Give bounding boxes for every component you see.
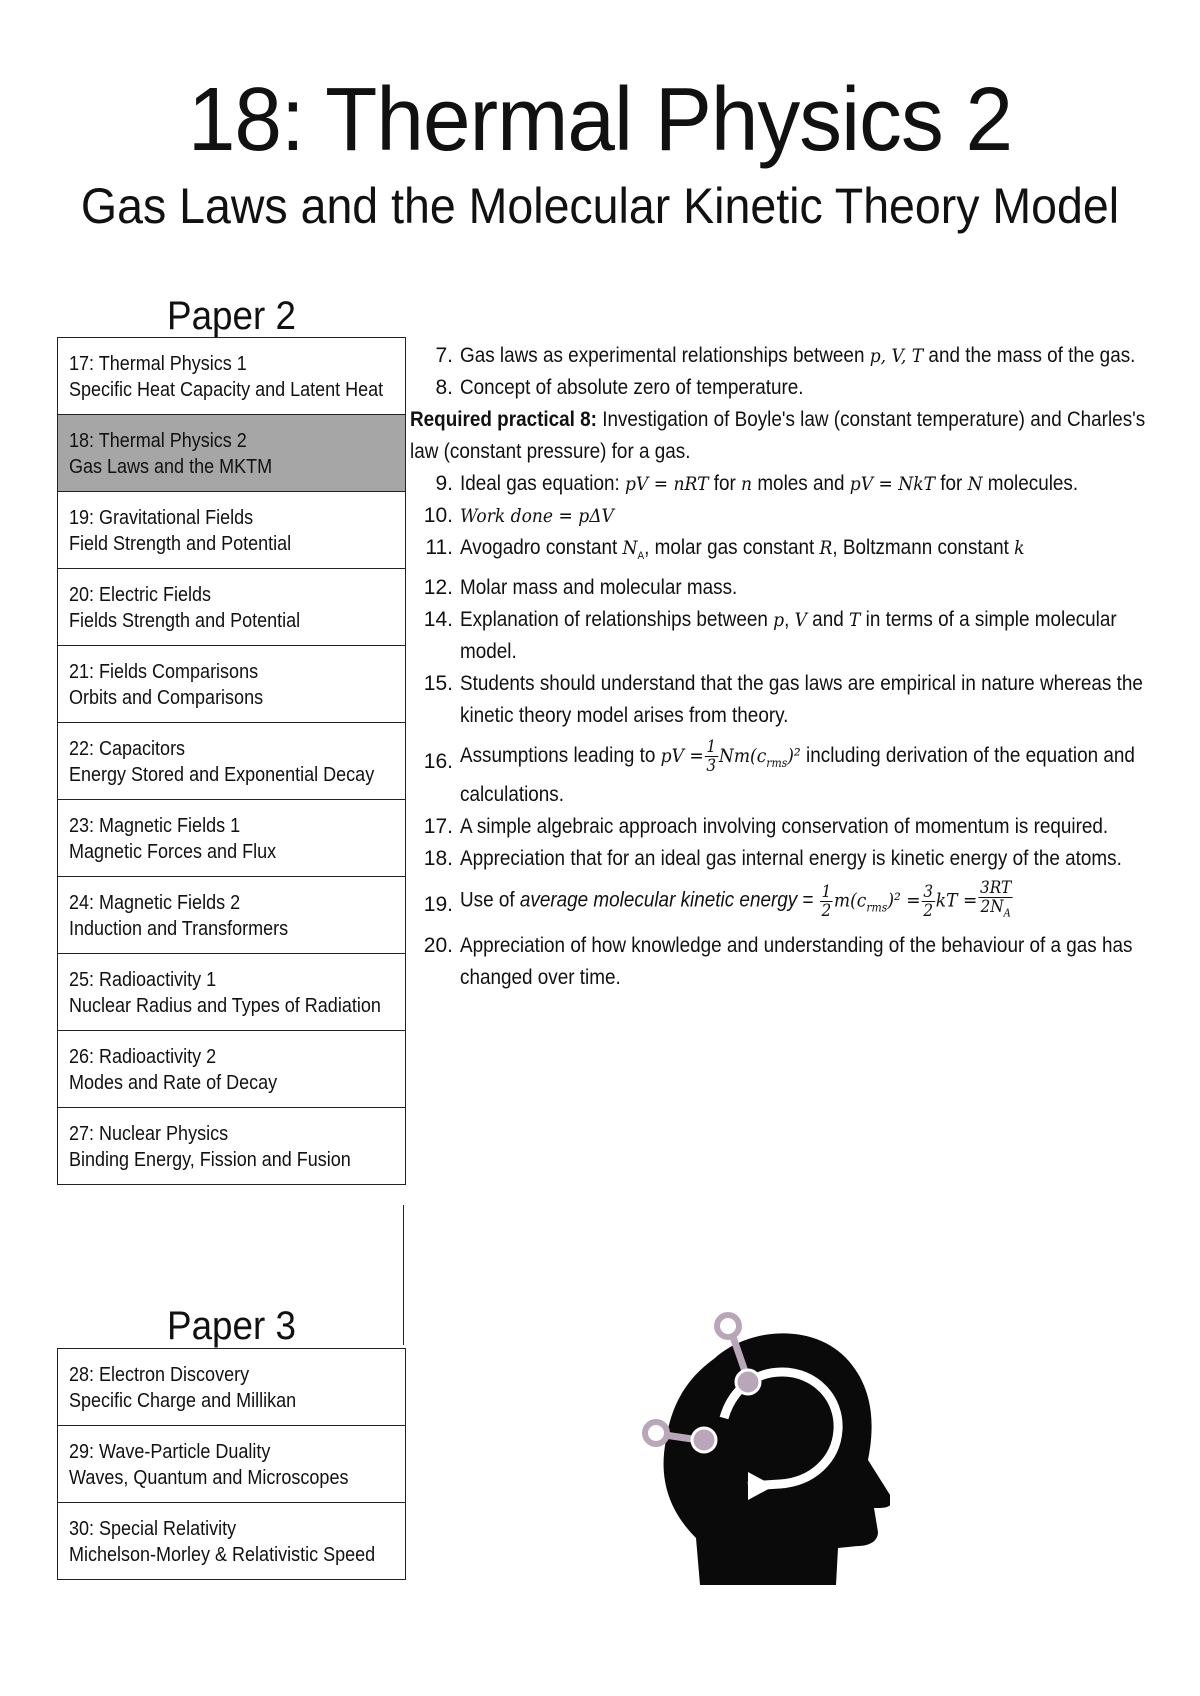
topic-title: 22: Capacitors (69, 738, 186, 760)
required-practical (410, 404, 1150, 468)
spec-text: Concept of absolute zero of temperature. (460, 376, 804, 399)
spec-item-14: 14. Explanation of relationships between p, V and T in terms of a simple molecular model. (413, 604, 1153, 668)
paper-3-heading: Paper 3 (167, 1304, 296, 1348)
spec-number: 11. (425, 536, 453, 559)
required-practical-text: Investigation of Boyle's law (constant temperature) and Charles's law (constant pressure) for a gas. (410, 408, 1146, 463)
topic-title: 18: Thermal Physics 2 (69, 430, 247, 452)
spec-number: 7. (435, 344, 453, 367)
topic-subtitle: Nuclear Radius and Types of Radiation (69, 995, 381, 1017)
spec-number: 14. (423, 608, 453, 632)
topic-subtitle: Orbits and Comparisons (69, 687, 264, 709)
fraction-one-third: $\frac{1}{3}$ (706, 737, 717, 777)
topic-subtitle: Waves, Quantum and Microscopes (69, 1467, 349, 1489)
topic-subtitle: Energy Stored and Exponential Decay (69, 764, 375, 786)
spec-number: 9. (435, 472, 453, 495)
topic-title: 30: Special Relativity (69, 1518, 237, 1540)
spec-number: 8. (435, 376, 453, 399)
spec-number: 16. (423, 750, 453, 774)
topic-subtitle: Gas Laws and the MKTM (69, 456, 273, 478)
spec-text: Appreciation of how knowledge and understanding of the behaviour of a gas has changed over time. (460, 933, 1133, 989)
spec-item-19: 19. Use of average molecular kinetic energy = $\frac{1}{2}$ $m(c_{rms})^2$ = $\frac{3}{2}$ kT = $\frac{3RT}{2N_A}$ (413, 879, 1153, 923)
topic-subtitle: Michelson-Morley & Relativistic Speed (69, 1544, 376, 1566)
topic-row (58, 723, 405, 800)
spec-item-7: 7. Gas laws as experimental relationships between p, V, T and the mass of the gas. (413, 340, 1153, 372)
topic-title: 21: Fields Comparisons (69, 661, 259, 683)
spec-item-10 (413, 500, 1153, 532)
topic-row (58, 569, 405, 646)
work-done-equation: Work done = pΔV (460, 505, 614, 527)
topic-title: 28: Electron Discovery (69, 1364, 250, 1386)
spec-number: 15. (423, 672, 453, 696)
spec-number: 19. (423, 893, 453, 917)
topic-subtitle: Specific Charge and Millikan (69, 1390, 297, 1412)
spec-text: Appreciation that for an ideal gas internal energy is kinetic energy of the atoms. (460, 847, 1122, 871)
topic-row (58, 1031, 405, 1108)
topic-subtitle: Field Strength and Potential (69, 533, 292, 555)
topic-row (58, 877, 405, 954)
spec-text: Molar mass and molecular mass. (460, 576, 738, 600)
fraction-one-half: $\frac{1}{2}$ (821, 881, 832, 921)
spec-number: 12. (423, 576, 453, 600)
topic-subtitle: Binding Energy, Fission and Fusion (69, 1149, 351, 1171)
spec-item-20 (413, 930, 1153, 994)
topic-row (58, 492, 405, 569)
spec-item-9: 9. Ideal gas equation: pV = nRT for n moles and pV = NkT for N molecules. (413, 468, 1153, 500)
specification-list (410, 340, 1153, 994)
paper-2-topic-list (57, 337, 406, 1185)
topic-title: 29: Wave-Particle Duality (69, 1441, 271, 1463)
topic-title: 25: Radioactivity 1 (69, 969, 217, 991)
topic-row-current (58, 415, 405, 492)
topic-subtitle: Specific Heat Capacity and Latent Heat (69, 379, 384, 401)
spec-item-17 (413, 811, 1153, 843)
spec-item-18 (413, 843, 1153, 875)
spec-number: 10. (423, 504, 453, 527)
topic-title: 20: Electric Fields (69, 584, 212, 606)
head-with-connected-nodes-icon (630, 1300, 890, 1585)
spec-text: Students should understand that the gas laws are empirical in nature whereas the kinetic theory model arises from theory. (460, 672, 1143, 728)
spec-item-12 (413, 572, 1153, 604)
page-title: 18: Thermal Physics 2 (187, 70, 1013, 170)
topic-title: 23: Magnetic Fields 1 (69, 815, 241, 837)
required-practical-label: Required practical 8: (410, 408, 597, 431)
page-subtitle: Gas Laws and the Molecular Kinetic Theory Model (80, 178, 1120, 234)
topic-row (58, 1503, 405, 1580)
topic-row (58, 954, 405, 1031)
spec-item-16: 16. Assumptions leading to pV = $\frac{1}{3}$ $Nm(c_{rms})^2$ including derivation of the equation and calculations. (413, 738, 1153, 811)
topic-subtitle: Magnetic Forces and Flux (69, 841, 277, 863)
topic-subtitle: Fields Strength and Potential (69, 610, 301, 632)
spec-text: A simple algebraic approach involving conservation of momentum is required. (460, 815, 1109, 839)
spec-item-8 (413, 372, 1153, 404)
topic-title: 19: Gravitational Fields (69, 507, 254, 529)
spec-item-15 (413, 668, 1153, 732)
spec-number: 17. (423, 815, 453, 839)
fraction-three-halves: $\frac{3}{2}$ (923, 881, 934, 921)
topic-row (58, 338, 405, 415)
topic-subtitle: Induction and Transformers (69, 918, 289, 940)
topic-row (58, 1108, 405, 1185)
paper-2-heading: Paper 2 (167, 294, 296, 338)
topic-row (58, 646, 405, 723)
topic-row (58, 1426, 405, 1503)
topic-title: 24: Magnetic Fields 2 (69, 892, 241, 914)
fraction-3rt-over-2na: $\frac{3RT}{2N_A}$ (980, 878, 1012, 920)
spec-item-11: 11. Avogadro constant $N_A$, molar gas constant R, Boltzmann constant k (413, 532, 1153, 572)
topic-row (58, 800, 405, 877)
paper-3-topic-list (57, 1348, 406, 1580)
topic-title: 17: Thermal Physics 1 (69, 353, 247, 375)
topic-subtitle: Modes and Rate of Decay (69, 1072, 278, 1094)
topic-title: 26: Radioactivity 2 (69, 1046, 217, 1068)
topic-row (58, 1349, 405, 1426)
topic-title: 27: Nuclear Physics (69, 1123, 229, 1145)
spec-number: 18. (423, 847, 453, 871)
column-divider (403, 1205, 404, 1345)
spec-number: 20. (423, 933, 453, 957)
